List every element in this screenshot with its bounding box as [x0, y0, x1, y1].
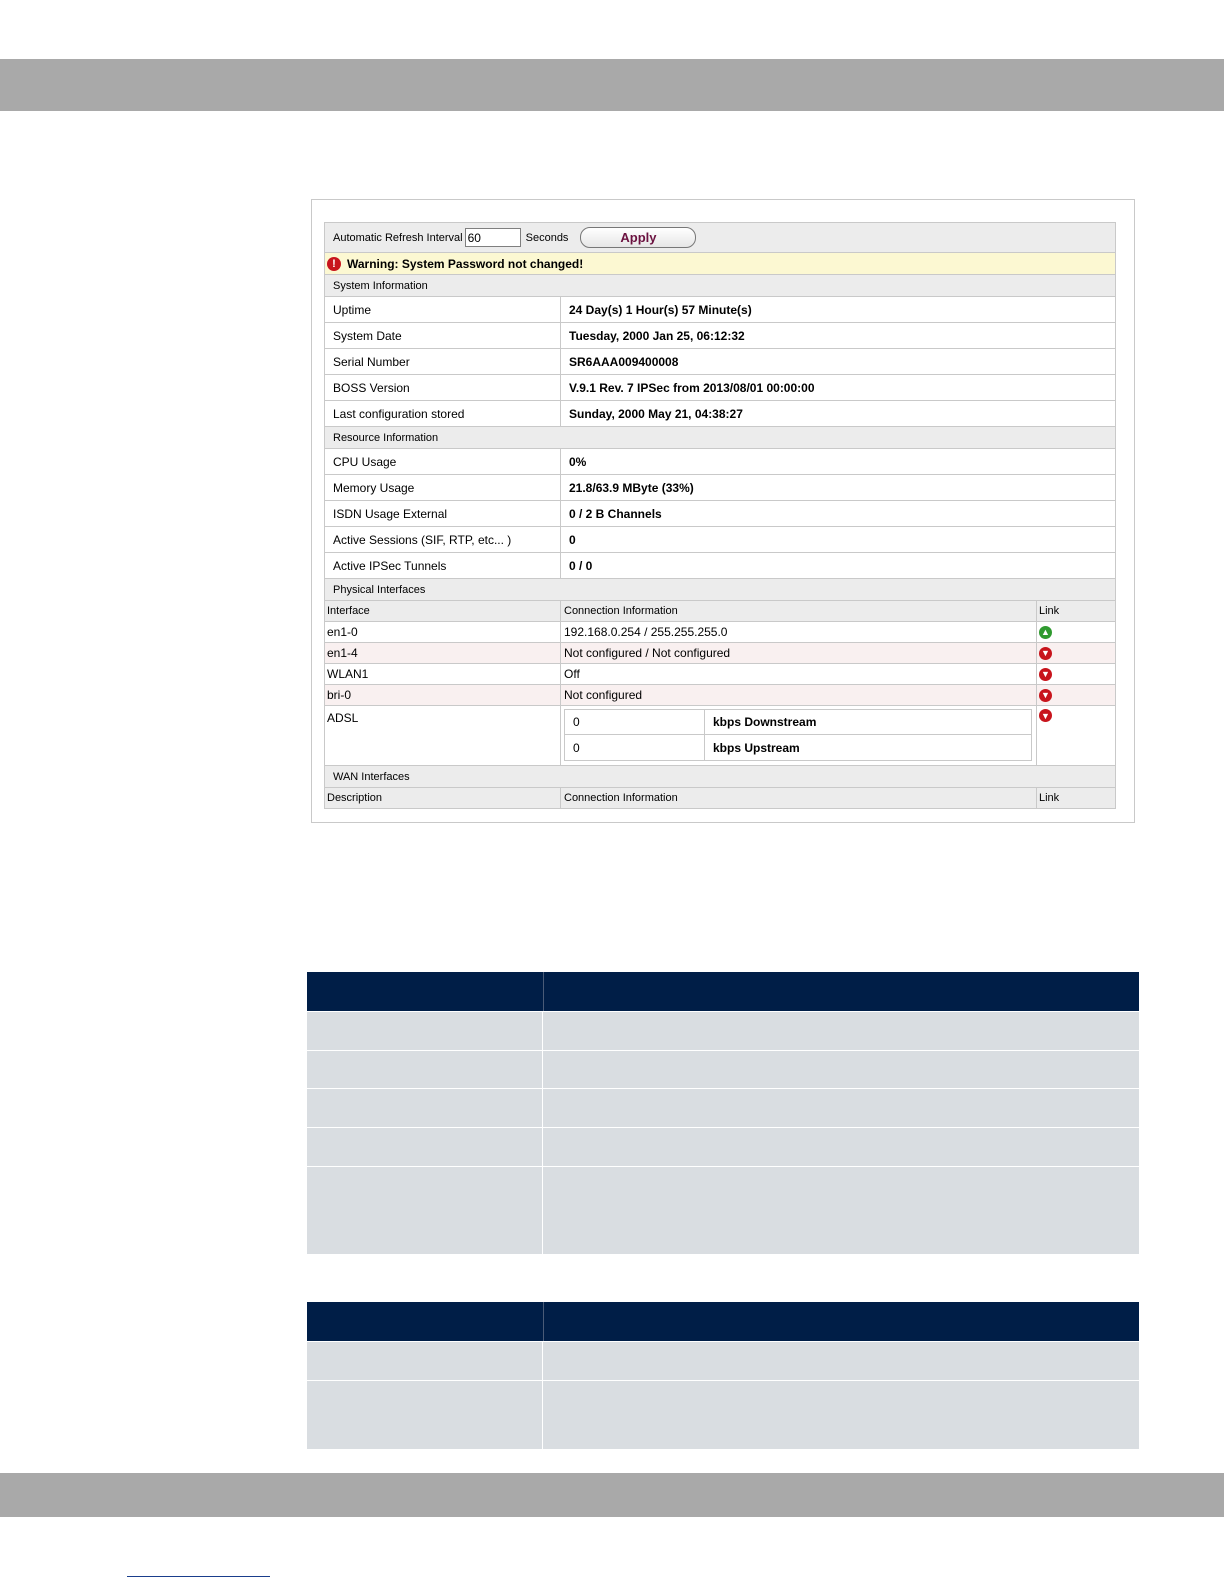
physical-interfaces-header: [324, 601, 1116, 622]
table-row: [307, 1011, 1139, 1050]
upstream-label: kbps Upstream: [713, 740, 800, 755]
info-value: 24 Day(s) 1 Hour(s) 57 Minute(s): [569, 302, 752, 317]
resource-label: CPU Usage: [325, 449, 561, 474]
system-status-screenshot: [311, 199, 1135, 823]
downstream-value: 0: [565, 710, 705, 734]
link-down-icon: ▼: [1039, 668, 1052, 681]
table-row: [307, 1050, 1139, 1088]
password-warning: [324, 253, 1116, 275]
field-reference-table-2: [307, 1302, 1139, 1449]
resource-row-ipsec: [324, 553, 1116, 579]
interface-name: en1-4: [325, 643, 561, 663]
info-row-system-date: [324, 323, 1116, 349]
refresh-interval-input[interactable]: [465, 228, 521, 247]
field-reference-table-1: [307, 972, 1139, 1254]
interface-row: [324, 664, 1116, 685]
interface-connection: Not configured: [561, 685, 1037, 705]
interface-row: [324, 622, 1116, 643]
table-row: [307, 1088, 1139, 1127]
section-wan-interfaces: WAN Interfaces: [324, 766, 1116, 788]
resource-label: Active Sessions (SIF, RTP, etc... ): [325, 527, 561, 552]
info-row-serial-number: [324, 349, 1116, 375]
top-header-band: [0, 59, 1224, 111]
interface-row: [324, 685, 1116, 706]
resource-value: 0 / 2 B Channels: [569, 506, 662, 521]
interface-row-adsl: [324, 706, 1116, 766]
exclamation-icon: !: [327, 257, 341, 271]
resource-label: Memory Usage: [325, 475, 561, 500]
table-row: [307, 1166, 1139, 1254]
interface-name: en1-0: [325, 622, 561, 642]
section-physical-interfaces: Physical Interfaces: [324, 579, 1116, 601]
refresh-interval-label: Automatic Refresh Interval: [333, 231, 463, 244]
wan-interfaces-header: [324, 788, 1116, 809]
info-value: Sunday, 2000 May 21, 04:38:27: [569, 406, 743, 421]
info-row-uptime: [324, 297, 1116, 323]
resource-row-cpu: [324, 449, 1116, 475]
warning-text: Warning: System Password not changed!: [347, 256, 584, 271]
interface-connection: 192.168.0.254 / 255.255.255.0: [561, 622, 1037, 642]
info-row-last-config: [324, 401, 1116, 427]
info-label: Uptime: [325, 297, 561, 322]
refresh-bar: [324, 222, 1116, 253]
info-label: System Date: [325, 323, 561, 348]
link-down-icon: ▼: [1039, 689, 1052, 702]
link-down-icon: ▼: [1039, 647, 1052, 660]
col-header-link: Link: [1039, 792, 1060, 804]
resource-value: 0: [569, 532, 576, 547]
resource-row-sessions: [324, 527, 1116, 553]
apply-button[interactable]: Apply: [580, 227, 696, 248]
section-resource-information: Resource Information: [324, 427, 1116, 449]
downstream-label: kbps Downstream: [713, 715, 817, 729]
interface-connection: Off: [561, 664, 1037, 684]
interface-connection: Not configured / Not configured: [561, 643, 1037, 663]
link-up-icon: ▲: [1039, 626, 1052, 639]
interface-row: [324, 643, 1116, 664]
info-row-boss-version: [324, 375, 1116, 401]
interface-name: ADSL: [325, 706, 561, 765]
table-header: [307, 972, 1139, 1011]
info-value: Tuesday, 2000 Jan 25, 06:12:32: [569, 328, 745, 343]
interface-name: bri-0: [325, 685, 561, 705]
section-system-information: System Information: [324, 275, 1116, 297]
info-label: BOSS Version: [325, 375, 561, 400]
link-down-icon: ▼: [1039, 709, 1052, 722]
table-row: [307, 1341, 1139, 1380]
resource-value: 0%: [569, 454, 587, 469]
table-row: [307, 1380, 1139, 1449]
col-header-description: Description: [325, 788, 561, 808]
table-row: [307, 1127, 1139, 1166]
info-value: SR6AAA009400008: [569, 354, 679, 369]
info-value: V.9.1 Rev. 7 IPSec from 2013/08/01 00:00:00: [569, 380, 815, 395]
adsl-upstream-row: [565, 735, 1031, 760]
adsl-downstream-row: [565, 710, 1031, 735]
upstream-value: 0: [565, 735, 705, 760]
col-header-link: Link: [1039, 605, 1060, 617]
resource-value: 21.8/63.9 MByte (33%): [569, 480, 694, 495]
resource-row-memory: [324, 475, 1116, 501]
col-header-connection: Connection Information: [561, 601, 1037, 621]
table-header: [307, 1302, 1139, 1341]
adsl-rate-table: [564, 709, 1032, 761]
col-header-connection: Connection Information: [561, 788, 1037, 808]
interface-name: WLAN1: [325, 664, 561, 684]
system-status-panel: [324, 222, 1116, 809]
info-label: Last configuration stored: [325, 401, 561, 426]
resource-label: Active IPSec Tunnels: [325, 553, 561, 578]
info-label: Serial Number: [325, 349, 561, 374]
resource-label: ISDN Usage External: [325, 501, 561, 526]
resource-value: 0 / 0: [569, 558, 593, 573]
resource-row-isdn: [324, 501, 1116, 527]
bottom-footer-band: [0, 1473, 1224, 1517]
footer-link-underline[interactable]: [127, 1576, 270, 1577]
refresh-unit-label: Seconds: [525, 231, 569, 244]
col-header-interface: Interface: [325, 601, 561, 621]
